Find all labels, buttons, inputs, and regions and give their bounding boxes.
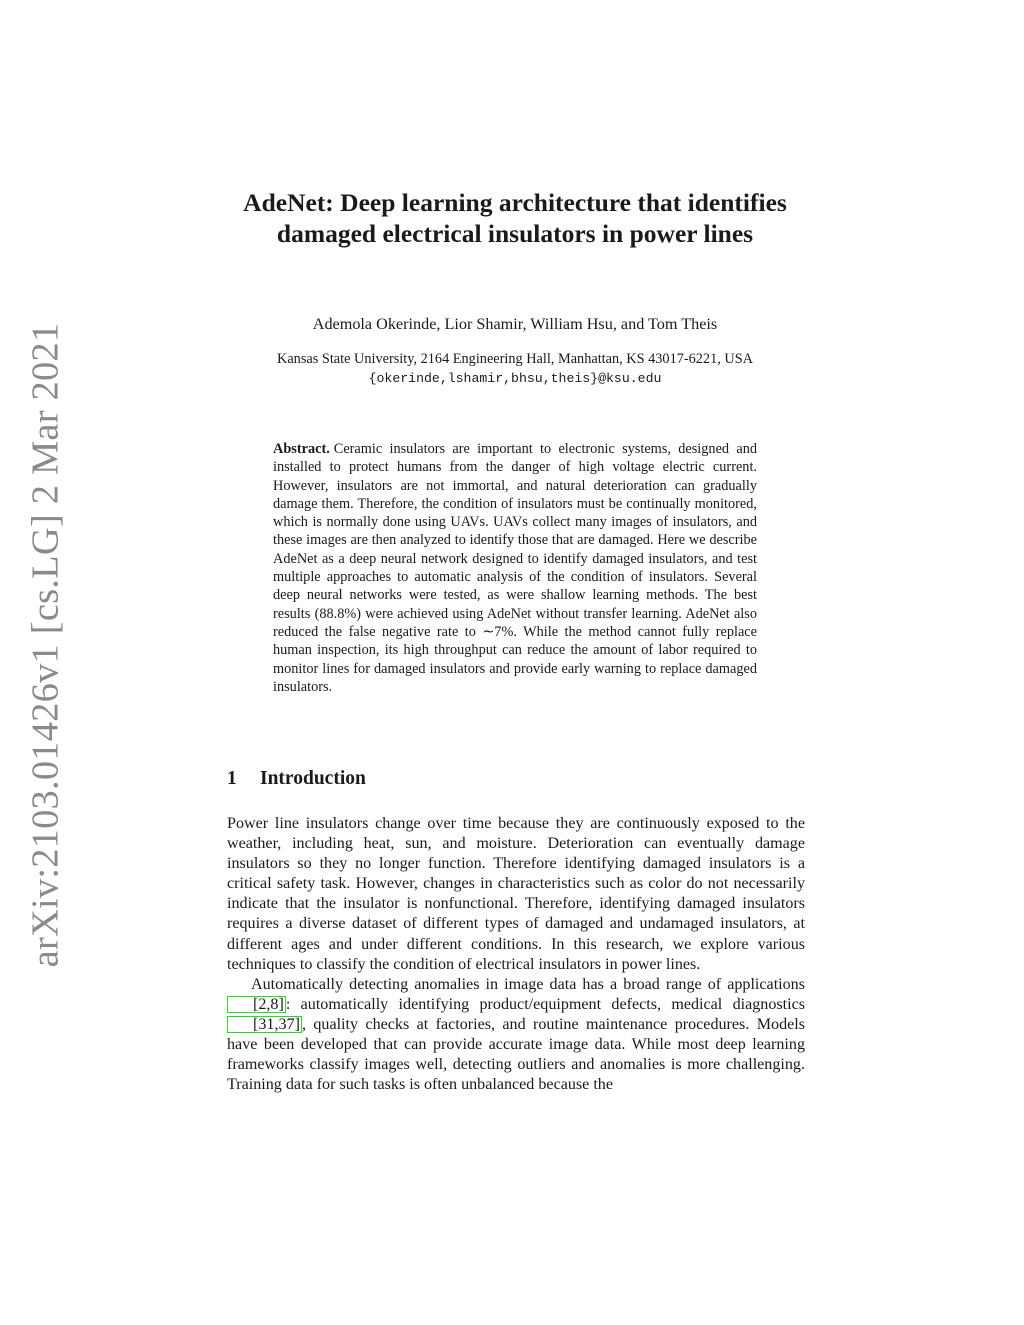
- arxiv-identifier-text: arXiv:2103.01426v1 [cs.LG] 2 Mar 2021: [24, 322, 66, 968]
- introduction-body: [227, 814, 805, 1095]
- author-email: {okerinde,lshamir,bhsu,theis}@ksu.edu: [368, 371, 662, 386]
- abstract-label: Abstract.: [273, 441, 330, 457]
- arxiv-identifier-stamp: [19, 322, 71, 968]
- abstract: [273, 440, 757, 696]
- citation-link-31-37[interactable]: [31,37]: [227, 1016, 302, 1033]
- paragraph-text: : automatically identifying product/equipment defects, medical diagnostics: [285, 995, 805, 1013]
- paragraph-text: , quality checks at factories, and routine maintenance procedures. Models have been developed that can provide accurate image data. While most deep learning frameworks classify images well, detecting outliers and anomalies is more challenging. Training data for such tasks is often unbalanced because the: [227, 1015, 805, 1094]
- introduction-paragraph-1: Power line insulators change over time because they are continuously exposed to the weather, including heat, sun, and moisture. Deterioration can eventually damage insulators so they no longer function. Therefore identifying damaged insulators is a critical safety task. However, changes in characteristics such as color do not necessarily indicate that the insulator is nonfunctional. Therefore, identifying damaged insulators requires a diverse dataset of different types of damaged and undamaged insulators, at different ages and under different conditions. In this research, we explore various techniques to classify the condition of electrical insulators in power lines.: [227, 815, 805, 973]
- paper-title: AdeNet: Deep learning architecture that identifies damaged electrical insulators in power lines: [243, 188, 787, 248]
- abstract-text: Ceramic insulators are important to electronic systems, designed and installed to protect humans from the danger of high voltage electric current. However, insulators are not immortal, and natural deterioration can gradually damage them. Therefore, the condition of insulators must be continually monitored, which is normally done using UAVs. UAVs collect many images of insulators, and these images are then analyzed to identify those that are damaged. Here we describe AdeNet as a deep neural network designed to identify damaged insulators, and test multiple approaches to automatic analysis of the condition of insulators. Several deep neural networks were tested, as were shallow learning methods. The best results (88.8%) were achieved using AdeNet without transfer learning. AdeNet also reduced the false negative rate to ∼7%. While the method cannot fully replace human inspection, its high throughput can reduce the amount of labor required to monitor lines for damaged insulators and provide early warning to replace damaged insulators.: [273, 441, 757, 695]
- citation-link-2-8[interactable]: [2,8]: [227, 996, 286, 1013]
- section-heading-introduction: [227, 768, 807, 790]
- affiliation-text: Kansas State University, 2164 Engineering Hall, Manhattan, KS 43017-6221, USA: [277, 351, 753, 367]
- section-title: Introduction: [260, 768, 366, 789]
- paragraph-text: Automatically detecting anomalies in image data has a broad range of applications: [251, 975, 805, 993]
- affiliation-block: [200, 350, 830, 388]
- author-list: Ademola Okerinde, Lior Shamir, William Hsu, and Tom Theis: [312, 315, 718, 333]
- introduction-paragraph-2: [227, 975, 805, 1096]
- section-number: 1: [227, 768, 237, 789]
